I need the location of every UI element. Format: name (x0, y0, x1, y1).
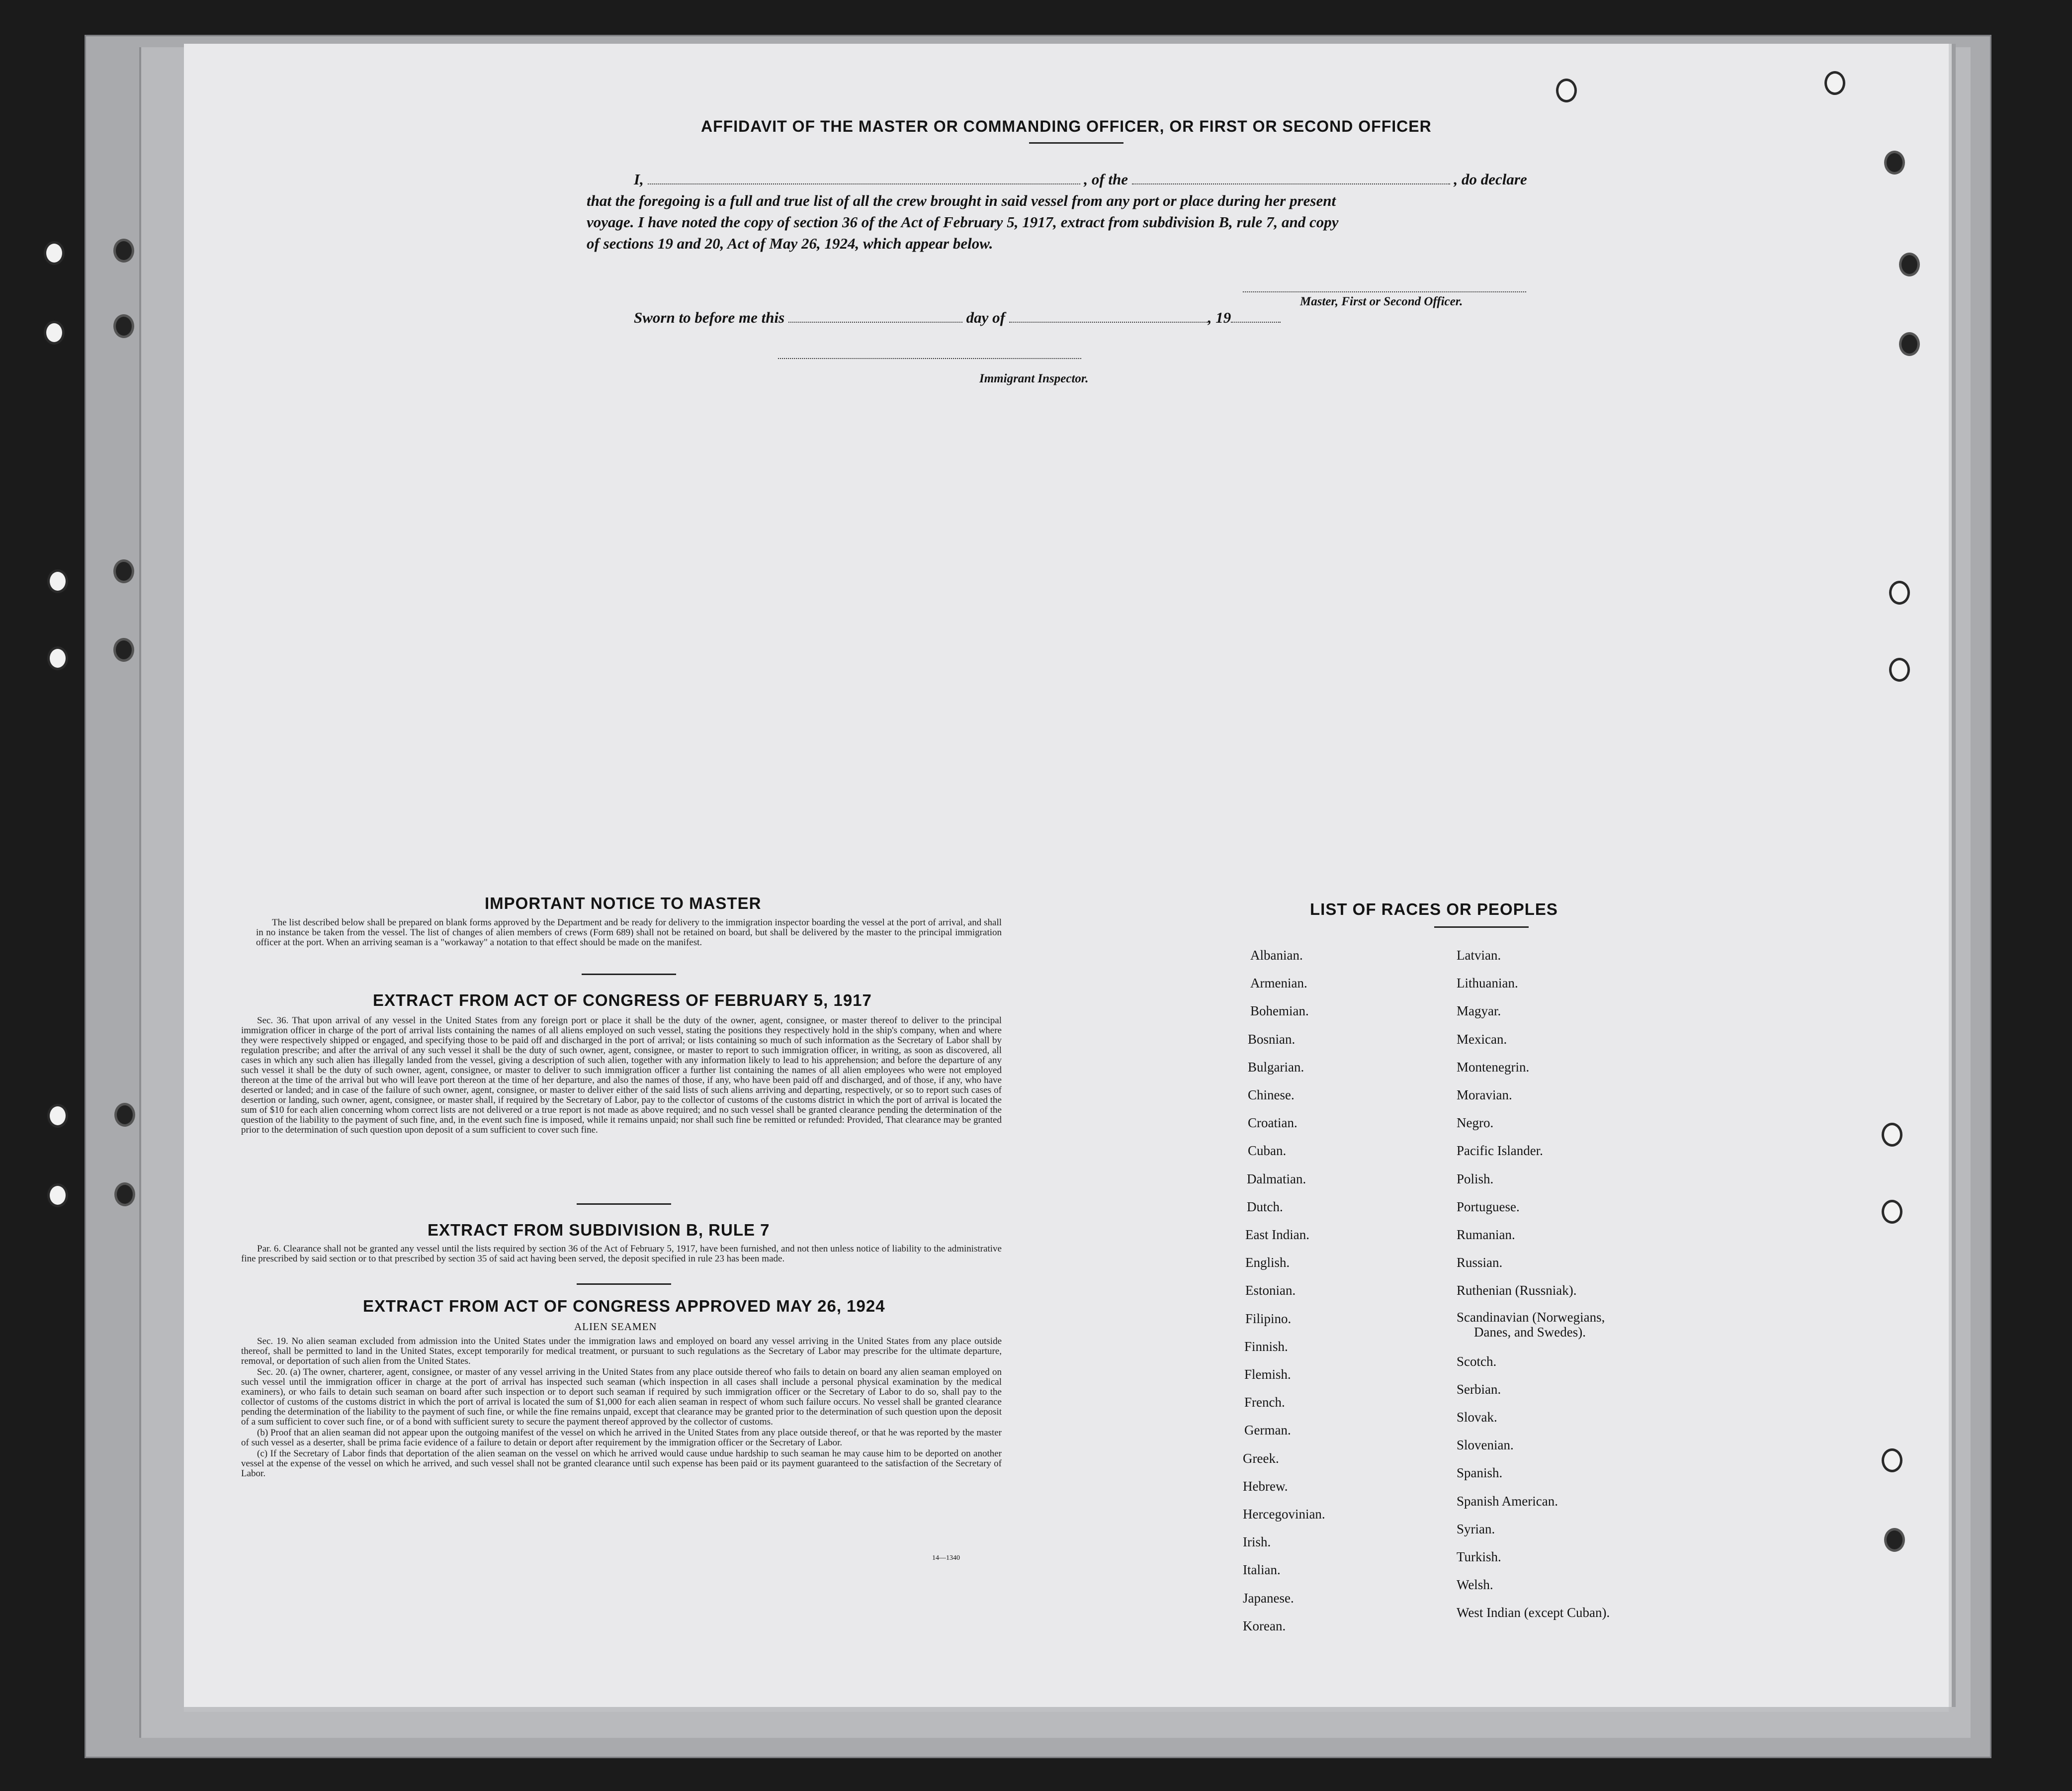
affidavit-i-label: I, (634, 171, 644, 188)
punch-hole (44, 321, 65, 345)
race-item: Turkish. (1457, 1549, 1501, 1565)
race-item: Montenegrin. (1457, 1059, 1530, 1075)
section-divider (577, 1283, 671, 1285)
punch-hole (1882, 1448, 1902, 1472)
race-item: Korean. (1243, 1618, 1286, 1633)
race-item: German. (1244, 1423, 1291, 1438)
race-item: East Indian. (1245, 1227, 1309, 1243)
form-number: 14—1340 (932, 1554, 960, 1562)
sworn-line (634, 309, 1281, 327)
affidavit-declare-label: , do declare (1454, 171, 1527, 188)
sworn-year-field[interactable] (1231, 317, 1281, 323)
race-item: Bulgarian. (1248, 1059, 1304, 1075)
sec36-paragraph: Sec. 36. That upon arrival of any vessel in the United States from any foreign port or place it shall be the duty of the owner, agent, consignee, or master thereof to deliver to the principal immigration officer in charge of the port of arrival lists containing the names of all aliens employed on such vessel, stating the positions they respectively hold in the ship's company, when and where they were respectively shipped or engaged, and specifying those to be paid off and discharged in the port of arrival; or lists containing so much of such information as the Secretary of Labor shall by regulation prescribe; and after the arrival of any such vessel it shall be the duty of such owner, agent, consignee, or master to report to such immigration officer, in writing, as soon as discovered, all cases in which any such alien has illegally landed from the vessel, giving a description of such alien, together with any information likely to lead to his apprehension; and before the departure of any such vessel it shall be the duty of such owner, agent, consignee, or master to deliver to such immigration officer a further list containing the names of all alien employees who were not employed thereon at the time of the arrival but who will leave port thereon at the time of her departure, and also the names of those, if any, who have been paid off and discharged, and of those, if any, who have deserted or landed; and in case of the failure of such owner, agent, consignee, or master to deliver either of the said lists of such aliens arriving and departing, respectively, or so to report such cases of desertion or landing, such owner, agent, consignee, or master shall, if required by the Secretary of Labor, pay to the collector of customs of the customs district in which the port of arrival is located the sum of $10 for each alien concerning whom correct lists are not delivered or a true report is not made as above required; and no such vessel shall be granted clearance pending the determination of the question of the liability to the payment of such fine, and, in the event such fine is imposed, while it remains unpaid; nor shall such fine be remitted or refunded: Provided, That clearance may be granted prior to the determination of such question upon deposit of a sum sufficient to cover such fine. (241, 1015, 1002, 1135)
race-item: Japanese. (1243, 1590, 1294, 1606)
race-item: Dalmatian. (1247, 1171, 1306, 1186)
races-divider (1434, 926, 1529, 928)
race-item: English. (1245, 1255, 1290, 1270)
sworn-label: Sworn to before me this (634, 309, 785, 326)
punch-hole (1899, 253, 1920, 276)
document-sheet (184, 44, 1949, 1707)
race-item: Spanish. (1457, 1465, 1503, 1481)
race-item: Finnish. (1244, 1339, 1288, 1354)
race-item: Magyar. (1457, 1003, 1501, 1019)
sec20c-paragraph: (c) If the Secretary of Labor finds that deportation of the alien seaman on the vessel on which he arrived would cause undue hardship to such seaman he may cause him to be deported on another vessel at the expense of the vessel on which he arrived, and such vessel shall not be granted clearance until such expense has been paid or its payment guaranteed to the satisfaction of the Secretary of Labor. (241, 1448, 1002, 1479)
punch-hole (47, 1104, 68, 1128)
title-divider (1029, 142, 1123, 144)
extract-1917-title: EXTRACT FROM ACT OF CONGRESS OF FEBRUARY 5, 1917 (373, 991, 872, 1009)
vessel-field[interactable] (1132, 179, 1450, 184)
race-item: Latvian. (1457, 948, 1501, 963)
race-item: Hebrew. (1243, 1478, 1288, 1494)
punch-hole (114, 1182, 135, 1206)
punch-hole (44, 241, 65, 265)
races-right-column (1449, 941, 1610, 1627)
race-item: Bohemian. (1250, 1003, 1309, 1019)
races-left-column (1243, 941, 1325, 1640)
affidavit-of-the-label: , of the (1084, 171, 1128, 188)
punch-hole (113, 314, 134, 338)
notice-paragraph: The list described below shall be prepared on blank forms approved by the Department and be ready for delivery to the immigration inspector boarding the vessel at the port of arrival, and shall in no instance be taken from the vessel. The list of changes of alien members of crews (Form 689) shall not be retained on board, but shall be delivered by the master to the principal immigration officer at the port. When an arriving seaman is a "workaway" a notation to that effect should be made on the manifest. (256, 917, 1002, 948)
race-item: Italian. (1243, 1562, 1281, 1578)
par6-paragraph: Par. 6. Clearance shall not be granted any vessel until the lists required by section 36 of the Act of February 5, 1917, have been furnished, and not then unless notice of liability to the administrative fine prescribed by said section or to that prescribed by section 35 of said act having been served, the deposit specified in rule 23 has been made. (241, 1244, 1002, 1264)
races-title: LIST OF RACES OR PEOPLES (1310, 900, 1558, 918)
punch-hole (1884, 1528, 1905, 1552)
inspector-signature-line[interactable] (778, 358, 1081, 359)
race-item: West Indian (except Cuban). (1457, 1605, 1610, 1620)
sworn-day-field[interactable] (788, 317, 962, 323)
race-item: Chinese. (1248, 1087, 1295, 1103)
affidavit-line-2: that the foregoing is a full and true list of all the crew brought in said vessel from any port or place during her present (587, 192, 1336, 209)
race-item: Bosnian. (1248, 1031, 1295, 1047)
punch-hole (47, 1183, 68, 1207)
punch-hole (1882, 1200, 1902, 1224)
affidavit-line-3: voyage. I have noted the copy of section 36 of the Act of February 5, 1917, extract from subdivision B, rule 7, and copy (587, 213, 1339, 231)
extract-1924-title: EXTRACT FROM ACT OF CONGRESS APPROVED MAY 26, 1924 (363, 1297, 885, 1315)
extract-rule7-body (241, 1244, 1002, 1265)
punch-hole (1824, 71, 1845, 95)
race-item: Scandinavian (Norwegians, (1457, 1309, 1605, 1325)
race-item: Albanian. (1250, 948, 1303, 963)
race-item: Hercegovinian. (1243, 1507, 1325, 1522)
race-item: Slovenian. (1457, 1437, 1514, 1453)
punch-hole (1889, 581, 1910, 605)
race-item: Greek. (1243, 1450, 1279, 1466)
alien-seamen-subtitle: ALIEN SEAMEN (574, 1321, 657, 1333)
sec20b-paragraph: (b) Proof that an alien seaman did not appear upon the outgoing manifest of the vessel on which he arrived in the United States from any place outside thereof, or that he was reported by the master of such vessel as a deserter, shall be prima facie evidence of a failure to detain or deport after requirement by the immigration officer or the Secretary of Labor. (241, 1428, 1002, 1448)
sec19-paragraph: Sec. 19. No alien seaman excluded from admission into the United States under the immigration laws and employed on board any vessel arriving in the United States from any place outside thereof, shall be permitted to land in the United States, except temporarily for medical treatment, or pursuant to such regulations as the Secretary of Labor may prescribe for the ultimate departure, removal, or deportation of such alien from the United States. (241, 1336, 1002, 1366)
race-item: Russian. (1457, 1255, 1503, 1270)
race-item: Negro. (1457, 1115, 1494, 1131)
punch-hole (113, 239, 134, 263)
race-item: Scotch. (1457, 1353, 1497, 1369)
race-item: Dutch. (1247, 1199, 1283, 1214)
race-item: Slovak. (1457, 1410, 1497, 1425)
race-item: Danes, and Swedes). (1474, 1324, 1586, 1340)
year-label: , 19 (1208, 309, 1231, 326)
race-item: Syrian. (1457, 1521, 1495, 1536)
master-signature-line[interactable] (1243, 291, 1526, 292)
race-item: Welsh. (1457, 1577, 1493, 1593)
race-item: Moravian. (1457, 1087, 1512, 1103)
inspector-label: Immigrant Inspector. (979, 372, 1089, 385)
punch-hole (1556, 79, 1577, 102)
name-field[interactable] (648, 179, 1080, 184)
punch-hole (114, 1103, 135, 1127)
race-item: Irish. (1243, 1534, 1271, 1550)
notice-body (256, 918, 1002, 949)
race-item: Polish. (1457, 1171, 1494, 1186)
punch-hole (47, 646, 68, 670)
race-item: Estonian. (1245, 1283, 1296, 1298)
race-item: Rumanian. (1457, 1227, 1515, 1243)
race-item: Lithuanian. (1457, 976, 1518, 991)
affidavit-line-4: of sections 19 and 20, Act of May 26, 1924, which appear below. (587, 235, 993, 252)
race-item: Mexican. (1457, 1031, 1507, 1047)
race-item: Cuban. (1248, 1143, 1287, 1159)
notice-title: IMPORTANT NOTICE TO MASTER (485, 894, 762, 912)
race-item: Armenian. (1250, 976, 1307, 991)
punch-hole (113, 559, 134, 583)
extract-1924-body (241, 1337, 1002, 1480)
race-item: Ruthenian (Russniak). (1457, 1283, 1577, 1298)
race-item: Portuguese. (1457, 1199, 1520, 1214)
sec20a-paragraph: Sec. 20. (a) The owner, charterer, agent, consignee, or master of any vessel arriving in the United States from any place outside thereof who fails to detain on board any alien seaman employed on such vessel until the immigration officer in charge at the port of arrival has inspected such seaman (which inspection in all cases shall include a personal physical examination by the medical examiners), or who fails to detain such seaman on board after such inspection or to deport such seaman if required by such immigration officer or the Secretary of Labor to do so, shall pay to the collector of customs of the customs district in which the port of arrival is located the sum of $1,000 for each alien seaman in respect of whom such failure occurs. No vessel shall be granted clearance pending the determination of the liability to the payment of such fine, or while the fine remains unpaid, except that clearance may be granted prior to the determination of such question upon the deposit of a sum sufficient to cover such fine, or of a bond with sufficient surety to secure the payment thereof approved by the collector of customs. (241, 1367, 1002, 1427)
extract-rule7-title: EXTRACT FROM SUBDIVISION B, RULE 7 (428, 1221, 770, 1239)
punch-hole (1884, 151, 1905, 175)
race-item: Serbian. (1457, 1381, 1501, 1397)
race-item: Croatian. (1248, 1115, 1297, 1131)
race-item: Filipino. (1245, 1311, 1292, 1326)
affidavit-line-1 (634, 171, 1527, 188)
affidavit-title: AFFIDAVIT OF THE MASTER OR COMMANDING OFFICER, OR FIRST OR SECOND OFFICER (701, 117, 1432, 135)
race-item: Pacific Islander. (1457, 1143, 1543, 1159)
day-of-label: day of (966, 309, 1005, 326)
punch-hole (1889, 658, 1910, 682)
section-divider (577, 1203, 671, 1205)
section-divider (582, 974, 676, 975)
sworn-month-field[interactable] (1009, 317, 1208, 323)
punch-hole (113, 638, 134, 662)
punch-hole (1882, 1123, 1902, 1147)
race-item: Spanish American. (1457, 1493, 1558, 1509)
race-item: Flemish. (1244, 1367, 1291, 1382)
master-signature-label: Master, First or Second Officer. (1300, 295, 1463, 308)
extract-1917-body (241, 1016, 1002, 1136)
race-item: French. (1244, 1395, 1285, 1410)
punch-hole (47, 569, 68, 593)
punch-hole (1899, 332, 1920, 356)
